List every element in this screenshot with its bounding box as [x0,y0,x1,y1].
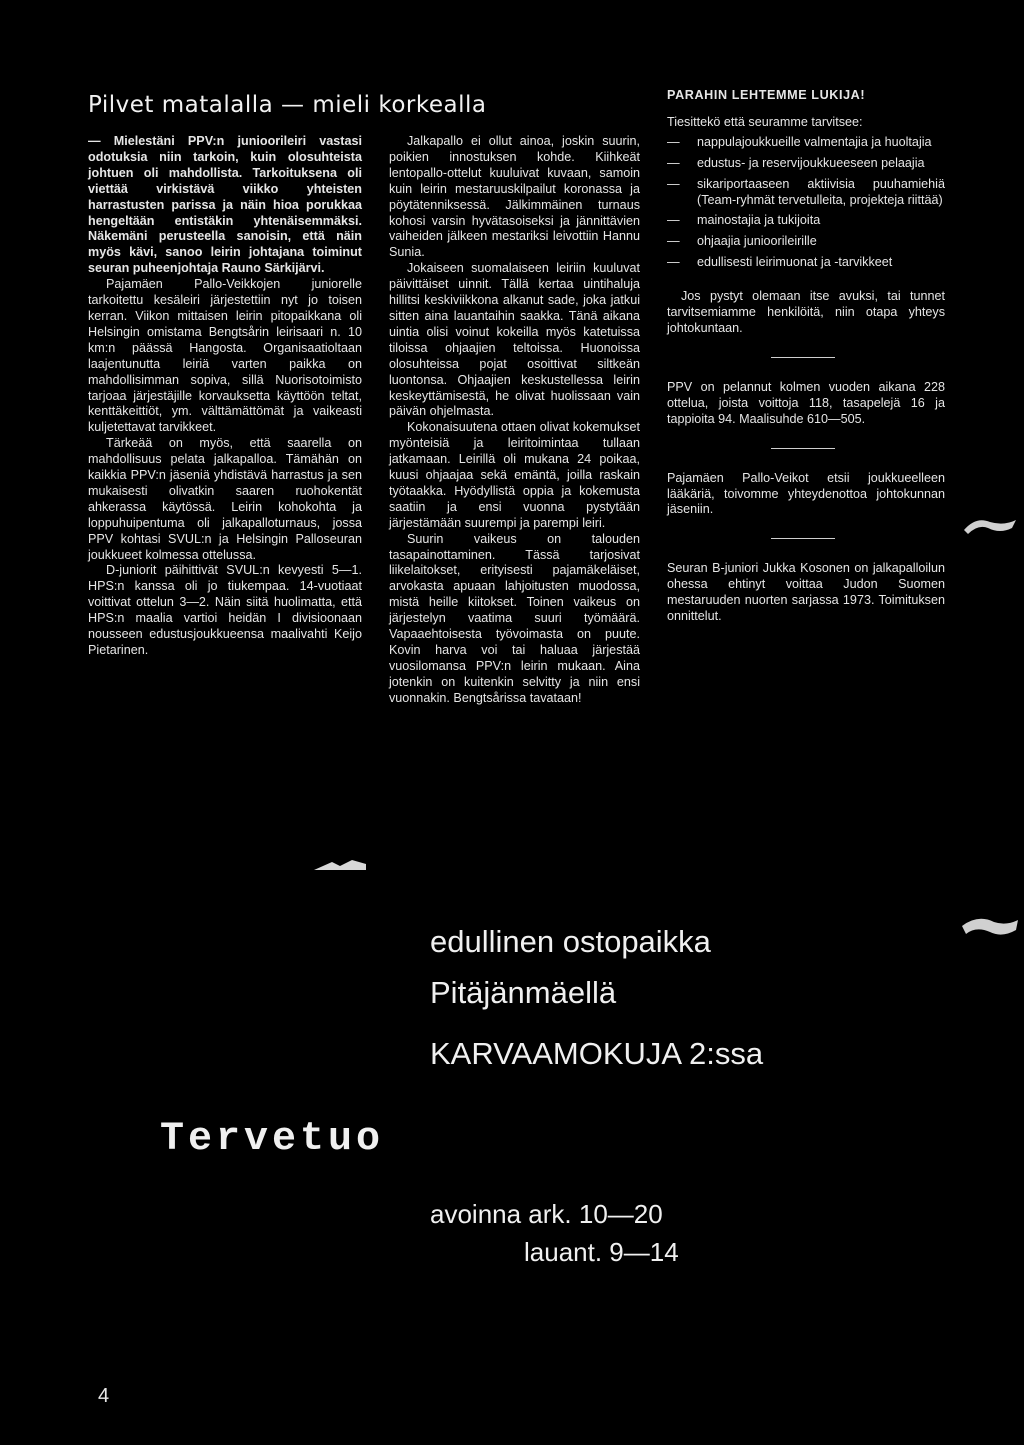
sidebar-column [667,88,945,625]
ad-opening-hours [430,1195,679,1271]
ad-hours-weekdays: avoinna ark. 10—20 [430,1199,663,1229]
scan-artifact-icon [312,856,368,872]
help-paragraph: Jos pystyt olemaan itse avuksi, tai tunnet tarvitsemiamme henkilöitä, niin otapa yhteys johtokuntaan. [667,289,945,335]
article-paragraph: Suurin vaikeus on talouden tasapainottaminen. Tässä tarjosivat liikelaitokset, erityisesti pajamäkeläiset, arvokasta apuaan lahjoitusten muodossa, mistä heille kiitokset. Toinen vaikeus on järjestelyn vaatima suuri työmäärä. Vapaaehtoisesta työvoimasta on puute. Kovin harva voi tai haluaa järjestää vuosilomansa PPV:n leirin mukaan. Aina jotenkin on kuitenkin selvitty ja niin ensi vuonnakin. Bengtsårissa tavataan! [389,531,640,705]
ad-hours-saturday: lauant. 9—14 [524,1237,679,1267]
list-item: — mainostajia ja tukijoita [667,213,821,228]
article-paragraph: Jokaiseen suomalaiseen leiriin kuuluvat päivittäiset uinnit. Tällä kertaa uintihaluja hillitsi keskiviikkona alkanut sade, joka jatkui sitten aina lauantaihin saakka. Tänä aikana uintia olisi voinut kokeilla myös katetuissa tiloissa ohjaajien teltoissa. Huonoissa olosuhteissa pojat osoittivat siltkeän luontonsa. Ohjaajien keskustellessa leirin keskeyttämisestä, he olivat huolissaan vain päivän ohjelmasta. [389,261,640,419]
list-item: — nappulajoukkueille valmentajia ja huoltajia [667,134,932,149]
ad-line-1: edullinen ostopaikka [430,924,711,959]
divider [771,538,835,539]
article-paragraph: Pajamäen Pallo-Veikkojen juniorelle tarkoitettu kesäleiri järjestettiin nyt jo toisen kerran. Viikon mittaisen leirin pitopaikkana oli Helsingin omistama Bengtsårin leirisaari n. 10 km:n päässä Hangosta. Organisaatioltaan laajentunutta leiriä varten paikka on mahdollisimman sopiva, sillä Nuorisotoimisto tarjoaa järjestäjille korvauksetta käyttöön teltat, kenttäkeittiöt, ym. välttämättömät ja vaikeasti kuljetettavat tarvikkeet. [88,277,362,435]
article-column-2 [389,134,640,707]
doctor-notice: Pajamäen Pallo-Veikot etsii joukkueelleen lääkäriä, toivomme yhteydenottoa johtokunnan jäseniin. [667,470,945,517]
article-paragraph: Tärkeää on myös, että saarella on mahdollisuus pelata jalkapalloa. Tämähän on kaikkia PPV:n jäseniä yhdistävä harrastus ja sen mukaisesti olivatkin saaren ruohokentät ahkerassa käytössä. Leirin kohokohta ja loppuhuipentuma oli jalkapalloturnaus, jossa PPV kohtasi SVUL:n ja Helsingin Palloseuran joukkueet kolmessa ottelussa. [88,436,362,562]
article-paragraph: Jalkapallo ei ollut ainoa, joskin suurin, poikien innostuksen kohde. Kiihkeät lentopallo-ottelut kuuluivat kuvaan, samoin kuin leirin mestaruuskilpailut koronassa ja pöytätenniksessä. Jälkimmäinen turnaus kohosi varsin hyvätasoiseksi ja jännittävien vaiheiden jälkeen mestariksi leivottiin Hannu Sunia. [389,134,640,260]
article-paragraph: D-juniorit päihittivät SVUL:n kevyesti 5—1. HPS:n kanssa oli jo tiukempaa. 14-vuotiaat voittivat ottelun 3—2. Näin siitä huolimatta, että HPS:n maalia vartioi heidän I divisioonaan nousseen edustusjoukkueensa maalivahti Keijo Pietarinen. [88,563,362,657]
sidebar-heading: PARAHIN LEHTEMME LUKIJA! [667,88,866,102]
list-item: — ohjaajia junioorileirille [667,234,817,249]
divider [771,357,835,358]
scan-artifact-icon [960,910,1020,944]
list-item: — sikariportaaseen aktiivisia puuhamiehiä (Team-ryhmät tervetulleita, projekteja riittää) [667,176,945,207]
ad-welcome: Tervetuo [160,1117,385,1162]
article-title: Pilvet matalalla — mieli korkealla [88,92,487,118]
list-item: — edustus- ja reservijoukkueeseen pelaajia [667,155,925,170]
ad-line-3: KARVAAMOKUJA 2:ssa [430,1036,764,1071]
page-number: 4 [98,1385,110,1407]
divider [771,448,835,449]
article-column-1 [88,134,362,659]
scan-artifact-icon [960,508,1020,538]
stats-paragraph: PPV on pelannut kolmen vuoden aikana 228 ottelua, joista voittoja 118, tasapelejä 16 ja tappioita 94. Maalisuhde 610—505. [667,379,945,426]
list-item: — edullisesti leirimuonat ja -tarvikkeet [667,255,893,270]
ad-line-2: Pitäjänmäellä [430,975,617,1010]
judo-notice: Seuran B-juniori Jukka Kosonen on jalkapalloilun ohessa ehtinyt voittaa Judon Suomen mestaruuden nuorten sarjassa 1973. Toimituksen onnittelut. [667,561,945,624]
article-paragraph: Kokonaisuutena ottaen olivat kokemukset myönteisiä ja leiritoimintaa tullaan jatkamaan. Leirillä oli mukana 24 poikaa, kuusi ohjaajaa sekä emäntä, joilla raskain työtaakka. Hyödyllistä oppia ja kokemusta saatiin ja ensi vuonna pystytään järjestämään suurempi ja parempi leiri. [389,420,640,530]
sidebar-intro: Tiesittekö että seuramme tarvitsee: [667,114,863,129]
lead-paragraph: — Mielestäni PPV:n junioorileiri vastasi odotuksia niin tarkoin, kuin olosuhteista johtuen oli mahdollista. Tarkoituksena oli viettää virkistävä viikko yhteisten harrastusten parissa ja näin hioa porukkaa hengeltään entistäkin yhtenäisemmäksi. Näkemäni perusteella sanoisin, että näin myös kävi, sanoo leirin johtajana toiminut seuran puheenjohtaja Rauno Särkijärvi. [88,134,362,276]
